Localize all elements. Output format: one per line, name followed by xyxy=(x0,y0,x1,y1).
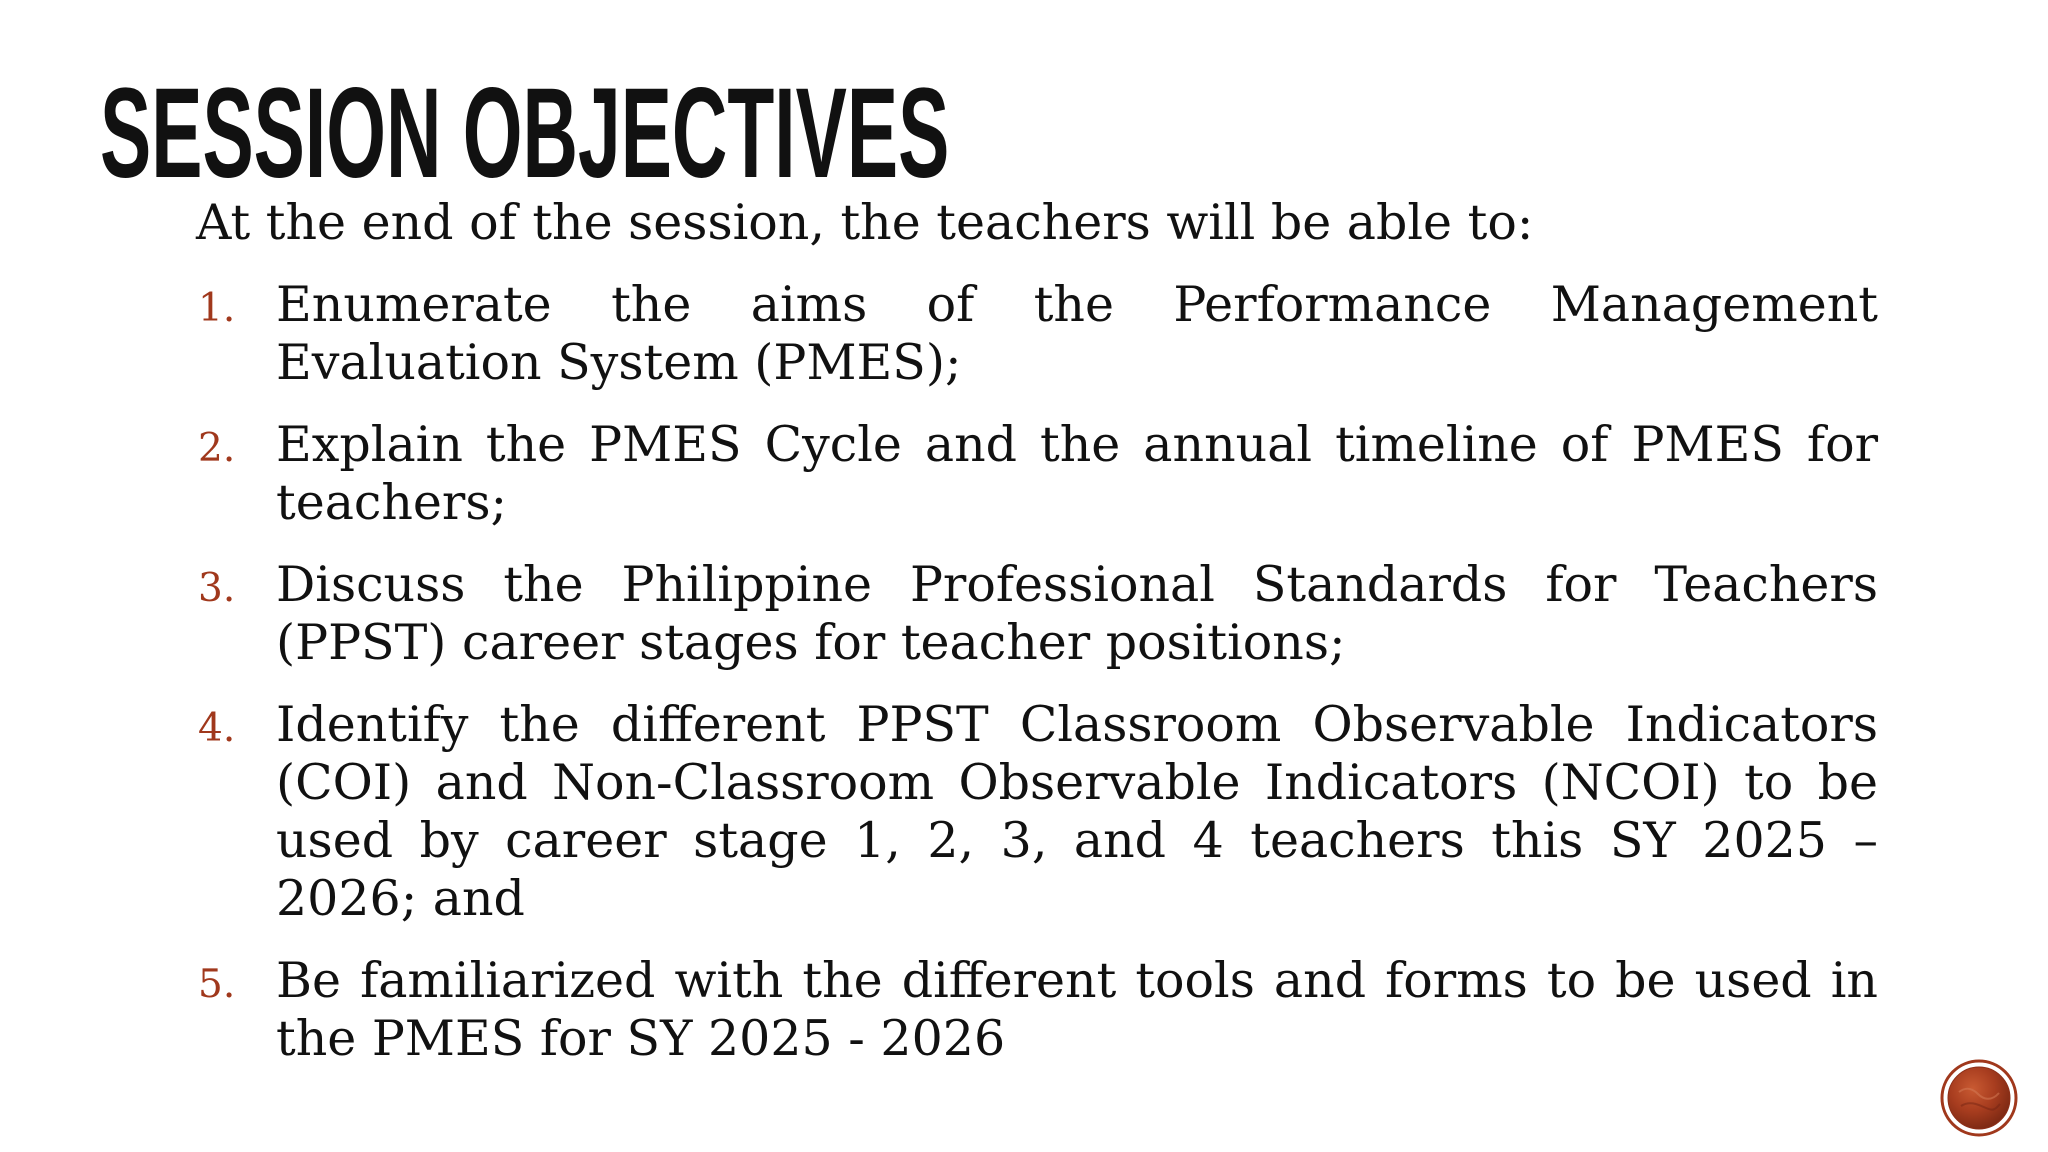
objective-item-1 xyxy=(196,276,1878,392)
objective-number: 5. xyxy=(198,962,236,1007)
objective-number: 4. xyxy=(198,706,236,751)
slide-title: SESSION OBJECTIVES xyxy=(100,62,950,205)
objective-number: 3. xyxy=(198,566,236,611)
objective-item-2 xyxy=(196,416,1878,532)
objective-item-5 xyxy=(196,952,1878,1068)
circle-ornament-icon xyxy=(1939,1058,2019,1138)
objective-number: 2. xyxy=(198,426,236,471)
objectives-list xyxy=(196,276,1878,1068)
objective-text: Be familiarized with the different tools and forms to be used in the PMES for SY 2025 - 2026 xyxy=(276,952,1878,1067)
objectives-intro: At the end of the session, the teachers will be able to: xyxy=(196,194,1534,251)
objective-item-3 xyxy=(196,556,1878,672)
objective-text: Explain the PMES Cycle and the annual timeline of PMES for teachers; xyxy=(276,416,1878,531)
objective-item-4 xyxy=(196,696,1878,928)
objective-text: Identify the different PPST Classroom Observable Indicators (COI) and Non-Classroom Observable Indicators (NCOI) to be used by career stage 1, 2, 3, and 4 teachers this SY 2025 – 2026; and xyxy=(276,696,1878,927)
objective-number: 1. xyxy=(198,286,236,331)
objective-text: Enumerate the aims of the Performance Management Evaluation System (PMES); xyxy=(276,276,1878,391)
objective-text: Discuss the Philippine Professional Standards for Teachers (PPST) career stages for teacher positions; xyxy=(276,556,1878,671)
